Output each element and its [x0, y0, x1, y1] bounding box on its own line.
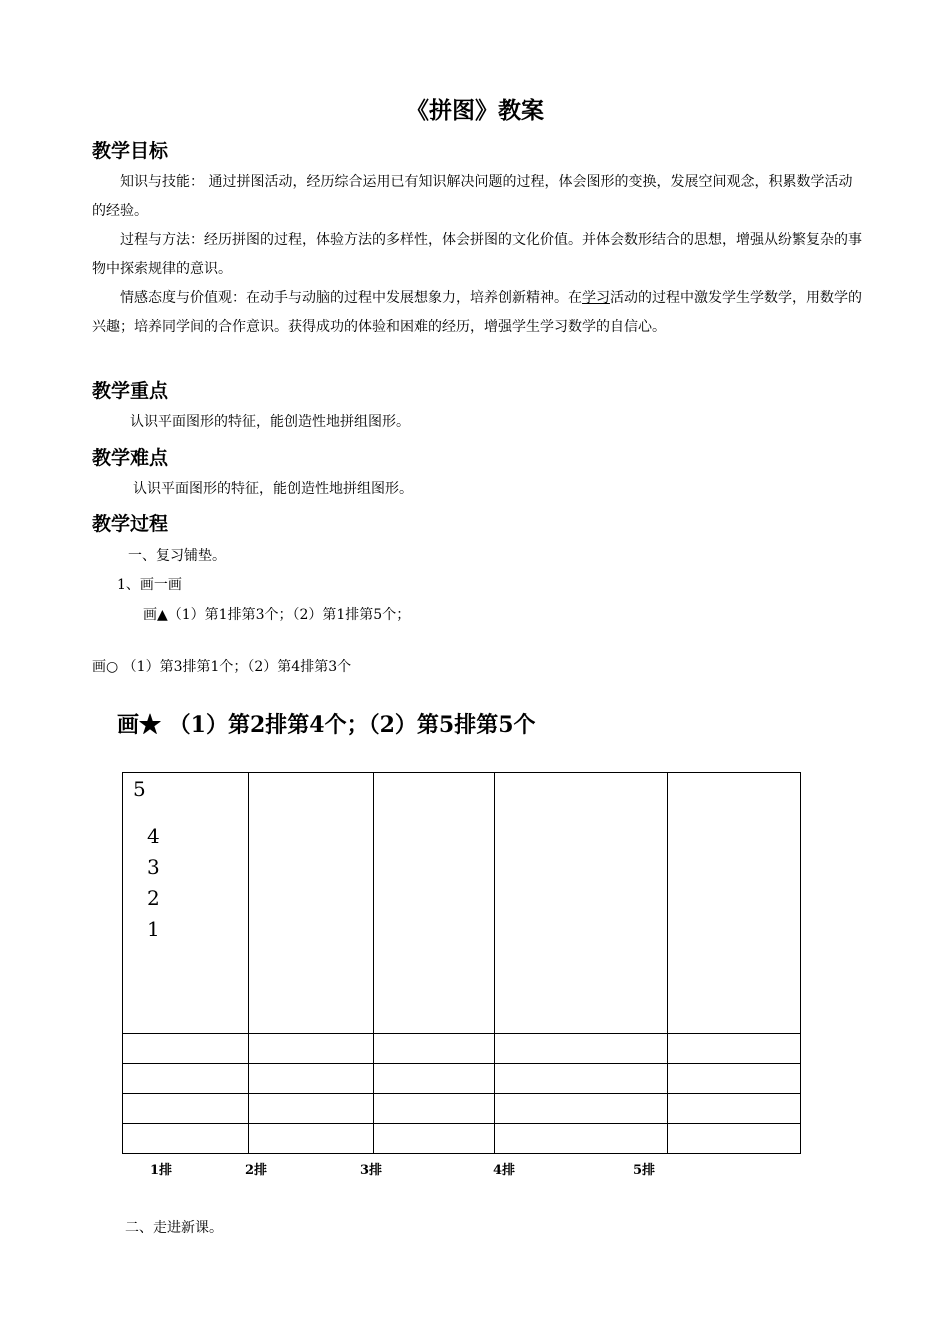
paragraph-process-method: 过程与方法：经历拼图的过程，体验方法的多样性，体会拼图的文化价值。并体会数形结合的思想，增强从纷繁复杂的事物中探索规律的意识。: [92, 232, 862, 277]
row-numbers: [147, 821, 160, 945]
difficulties-text: 认识平面图形的特征，能创造性地拼组图形。: [133, 481, 413, 497]
row-number-cell: [123, 773, 249, 1034]
heading-key-points: 教学重点: [92, 380, 169, 402]
column-label: 5排: [633, 1163, 656, 1178]
cell: [249, 773, 374, 1034]
heading-process: 教学过程: [92, 513, 169, 535]
cell: [123, 1094, 249, 1124]
paragraph-attitude: [92, 284, 862, 342]
cell: [374, 1034, 495, 1064]
link-study[interactable]: 学习: [582, 290, 610, 306]
cell: [495, 1124, 668, 1154]
page-title: 《拼图》教案: [406, 97, 544, 124]
cell: [249, 1094, 374, 1124]
cell: [249, 1124, 374, 1154]
step-new-lesson: 二、走进新课。: [125, 1220, 223, 1236]
key-points-text: 认识平面图形的特征，能创造性地拼组图形。: [130, 414, 410, 430]
text: 情感态度与价值观：在动手与动脑的过程中发展想象力，培养创新精神。在: [120, 290, 582, 306]
circle-instruction: 画○ （1）第3排第1个；（2）第4排第3个: [92, 659, 352, 675]
heading-objectives: 教学目标: [92, 140, 169, 162]
cell: [668, 1124, 801, 1154]
cell: [495, 1094, 668, 1124]
row-number: 3: [147, 855, 160, 879]
column-label: 4排: [493, 1163, 516, 1178]
cell: [668, 1064, 801, 1094]
cell: [123, 1064, 249, 1094]
row-number: 1: [147, 917, 160, 941]
cell: [495, 1064, 668, 1094]
heading-difficulties: 教学难点: [92, 447, 169, 469]
cell: [668, 1094, 801, 1124]
column-label: 3排: [360, 1163, 383, 1178]
text: 活动的过程中激发学生学数学，用数学的兴趣；培养同学间的合作意识。获得成功的体验和困难的经历，增强学生学习数学的自信心。: [92, 290, 862, 335]
cell: [668, 773, 801, 1034]
triangle-instruction: 画▲（1）第1排第3个；（2）第1排第5个；: [143, 607, 411, 623]
paragraph-knowledge: 知识与技能： 通过拼图活动，经历综合运用已有知识解决问题的过程，体会图形的变换，发展空间观念，积累数学活动的经验。: [92, 174, 853, 219]
cell: [374, 1064, 495, 1094]
cell: [123, 1124, 249, 1154]
star-instruction: 画★ （1）第2排第4个；（2）第5排第5个: [117, 712, 536, 738]
cell: [495, 1034, 668, 1064]
cell: [123, 1034, 249, 1064]
column-label: 2排: [245, 1163, 268, 1178]
cell: [374, 1124, 495, 1154]
grid-table: [122, 772, 801, 1154]
cell: [668, 1034, 801, 1064]
row-number: 5: [133, 777, 146, 801]
sub-draw: 1、画一画: [117, 577, 182, 593]
row-number: 2: [147, 886, 160, 910]
column-label: 1排: [150, 1163, 173, 1178]
cell: [374, 773, 495, 1034]
cell: [374, 1094, 495, 1124]
cell: [249, 1034, 374, 1064]
cell: [495, 773, 668, 1034]
step-review: 一、复习铺垫。: [128, 548, 226, 564]
row-number: 4: [147, 824, 160, 848]
cell: [249, 1064, 374, 1094]
